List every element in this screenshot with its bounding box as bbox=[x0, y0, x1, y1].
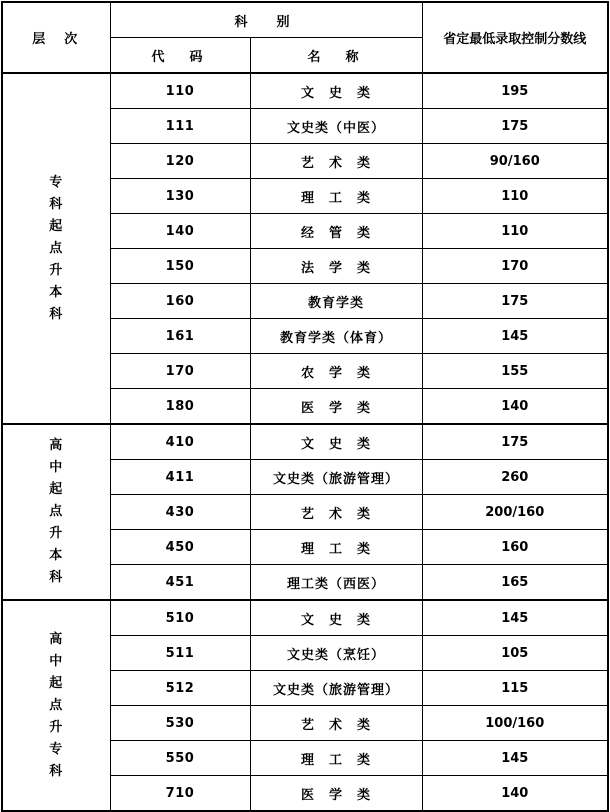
subject-name: 文史类（中医） bbox=[250, 109, 422, 144]
subject-name: 法 学 类 bbox=[250, 249, 422, 284]
subject-name: 医 学 类 bbox=[250, 389, 422, 425]
subject-name: 农 学 类 bbox=[250, 354, 422, 389]
subject-code: 120 bbox=[110, 144, 250, 179]
score-value: 175 bbox=[422, 109, 608, 144]
score-value: 110 bbox=[422, 214, 608, 249]
subject-name: 教育学类 bbox=[250, 284, 422, 319]
subject-name: 经 管 类 bbox=[250, 214, 422, 249]
subject-name: 文 史 类 bbox=[250, 73, 422, 109]
score-value: 175 bbox=[422, 424, 608, 460]
subject-name: 教育学类（体育） bbox=[250, 319, 422, 354]
subject-name: 文史类（旅游管理） bbox=[250, 671, 422, 706]
score-value: 145 bbox=[422, 600, 608, 636]
score-value: 105 bbox=[422, 636, 608, 671]
score-value: 175 bbox=[422, 284, 608, 319]
subject-name: 文史类（旅游管理） bbox=[250, 460, 422, 495]
level-cell bbox=[2, 424, 110, 600]
score-value: 145 bbox=[422, 741, 608, 776]
score-value: 195 bbox=[422, 73, 608, 109]
score-value: 145 bbox=[422, 319, 608, 354]
subject-code: 451 bbox=[110, 565, 250, 601]
header-name: 名 称 bbox=[250, 38, 422, 74]
score-value: 140 bbox=[422, 776, 608, 812]
table-header-row-1 bbox=[2, 2, 608, 38]
subject-code: 150 bbox=[110, 249, 250, 284]
level-label: 专科起点升本科 bbox=[49, 174, 64, 322]
subject-code: 550 bbox=[110, 741, 250, 776]
subject-code: 180 bbox=[110, 389, 250, 425]
score-value: 170 bbox=[422, 249, 608, 284]
score-value: 160 bbox=[422, 530, 608, 565]
subject-code: 430 bbox=[110, 495, 250, 530]
score-value: 100/160 bbox=[422, 706, 608, 741]
level-cell bbox=[2, 73, 110, 424]
subject-name: 理 工 类 bbox=[250, 741, 422, 776]
subject-code: 410 bbox=[110, 424, 250, 460]
subject-name: 艺 术 类 bbox=[250, 495, 422, 530]
table-row bbox=[2, 424, 608, 460]
admission-score-table bbox=[1, 1, 609, 812]
header-score-line: 省定最低录取控制分数线 bbox=[422, 2, 608, 73]
subject-code: 110 bbox=[110, 73, 250, 109]
subject-name: 理 工 类 bbox=[250, 179, 422, 214]
score-value: 200/160 bbox=[422, 495, 608, 530]
header-level: 层 次 bbox=[2, 2, 110, 73]
subject-name: 理工类（西医） bbox=[250, 565, 422, 601]
level-cell bbox=[2, 600, 110, 811]
subject-code: 411 bbox=[110, 460, 250, 495]
subject-name: 文史类（烹饪） bbox=[250, 636, 422, 671]
subject-name: 艺 术 类 bbox=[250, 706, 422, 741]
score-line-document bbox=[0, 1, 610, 803]
score-value: 165 bbox=[422, 565, 608, 601]
level-label: 高中起点升本科 bbox=[49, 438, 64, 585]
table-row bbox=[2, 73, 608, 109]
score-value: 90/160 bbox=[422, 144, 608, 179]
subject-code: 130 bbox=[110, 179, 250, 214]
score-value: 155 bbox=[422, 354, 608, 389]
subject-name: 医 学 类 bbox=[250, 776, 422, 812]
subject-code: 512 bbox=[110, 671, 250, 706]
subject-name: 文 史 类 bbox=[250, 424, 422, 460]
subject-code: 510 bbox=[110, 600, 250, 636]
subject-code: 111 bbox=[110, 109, 250, 144]
score-value: 115 bbox=[422, 671, 608, 706]
table-row bbox=[2, 600, 608, 636]
table-header bbox=[2, 2, 608, 73]
subject-code: 140 bbox=[110, 214, 250, 249]
score-value: 110 bbox=[422, 179, 608, 214]
subject-code: 710 bbox=[110, 776, 250, 812]
header-code: 代 码 bbox=[110, 38, 250, 74]
level-label: 高中起点升专科 bbox=[49, 631, 64, 779]
subject-name: 理 工 类 bbox=[250, 530, 422, 565]
subject-name: 文 史 类 bbox=[250, 600, 422, 636]
subject-code: 511 bbox=[110, 636, 250, 671]
score-value: 140 bbox=[422, 389, 608, 425]
subject-code: 530 bbox=[110, 706, 250, 741]
table-body bbox=[2, 73, 608, 811]
subject-code: 160 bbox=[110, 284, 250, 319]
subject-code: 161 bbox=[110, 319, 250, 354]
subject-code: 450 bbox=[110, 530, 250, 565]
subject-code: 170 bbox=[110, 354, 250, 389]
subject-name: 艺 术 类 bbox=[250, 144, 422, 179]
score-value: 260 bbox=[422, 460, 608, 495]
header-subject: 科 别 bbox=[110, 2, 422, 38]
